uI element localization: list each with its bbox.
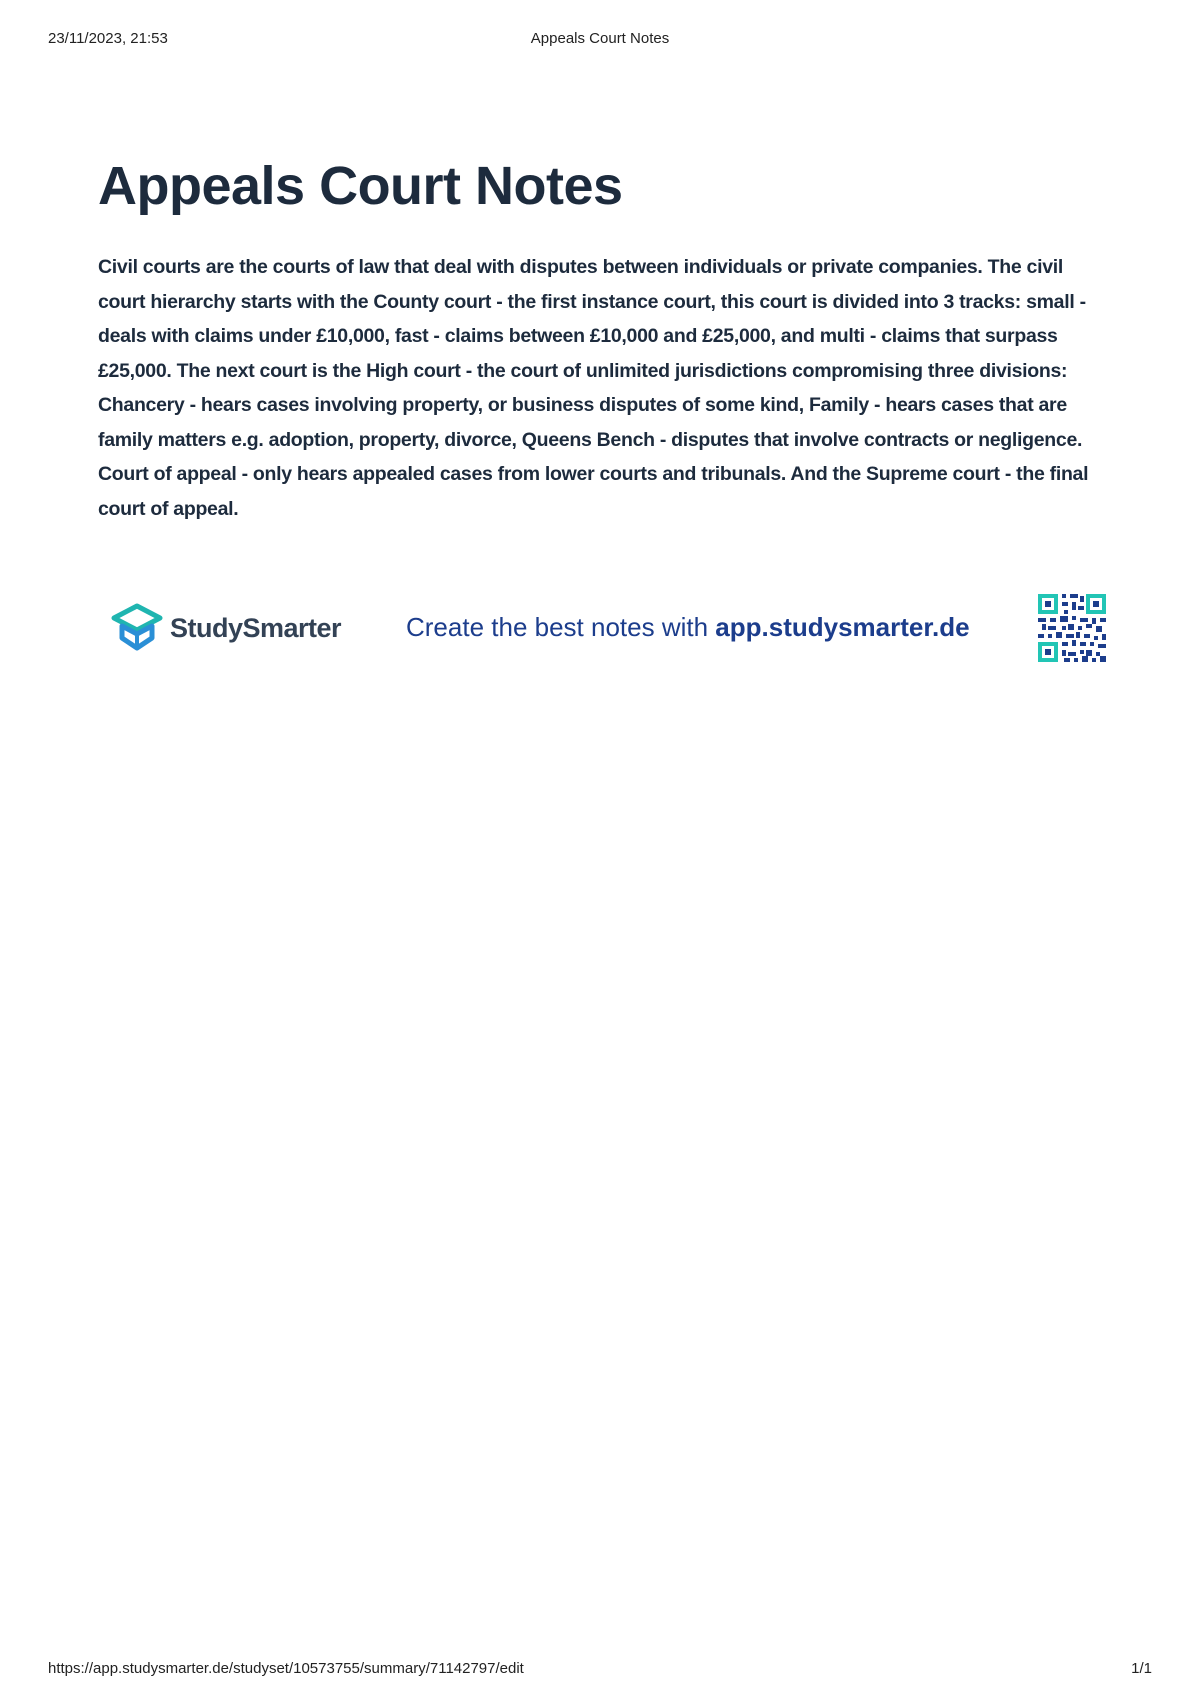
- print-header-title: Appeals Court Notes: [530, 30, 670, 47]
- print-footer-page-number: 1/1: [1131, 1660, 1152, 1677]
- brand[interactable]: [108, 602, 341, 654]
- brand-name: StudySmarter: [170, 612, 342, 643]
- qr-code-icon[interactable]: [1038, 594, 1106, 662]
- cta-link[interactable]: app.studysmarter.de: [715, 612, 970, 642]
- promo-banner: [98, 590, 1110, 670]
- studysmarter-logo-icon: [108, 602, 166, 654]
- cta-prefix: Create the best notes with: [406, 612, 716, 642]
- print-header-datetime: 23/11/2023, 21:53: [48, 30, 168, 47]
- print-footer-url: https://app.studysmarter.de/studyset/10573755/summary/71142797/edit: [48, 1660, 524, 1677]
- cta-text: [406, 612, 970, 643]
- document-title: Appeals Court Notes: [98, 156, 623, 216]
- document-body: Civil courts are the courts of law that deal with disputes between individuals or private companies. The civil court hierarchy starts with the County court - the first instance court, this court is divided into 3 tracks: small - deals with claims under £10,000, fast - claims between £10,000 and £25,000, and multi - claims that surpass £25,000. The next court is the High court - the court of unlimited jurisdictions compromising three divisions: Chancery - hears cases involving property, or business disputes of some kind, Family - hears cases that are family matters e.g. adoption, property, divorce, Queens Bench - disputes that involve contracts or negligence. Court of appeal - only hears appealed cases from lower courts and tribunals. And the Supreme court - the final court of appeal.: [98, 256, 1089, 520]
